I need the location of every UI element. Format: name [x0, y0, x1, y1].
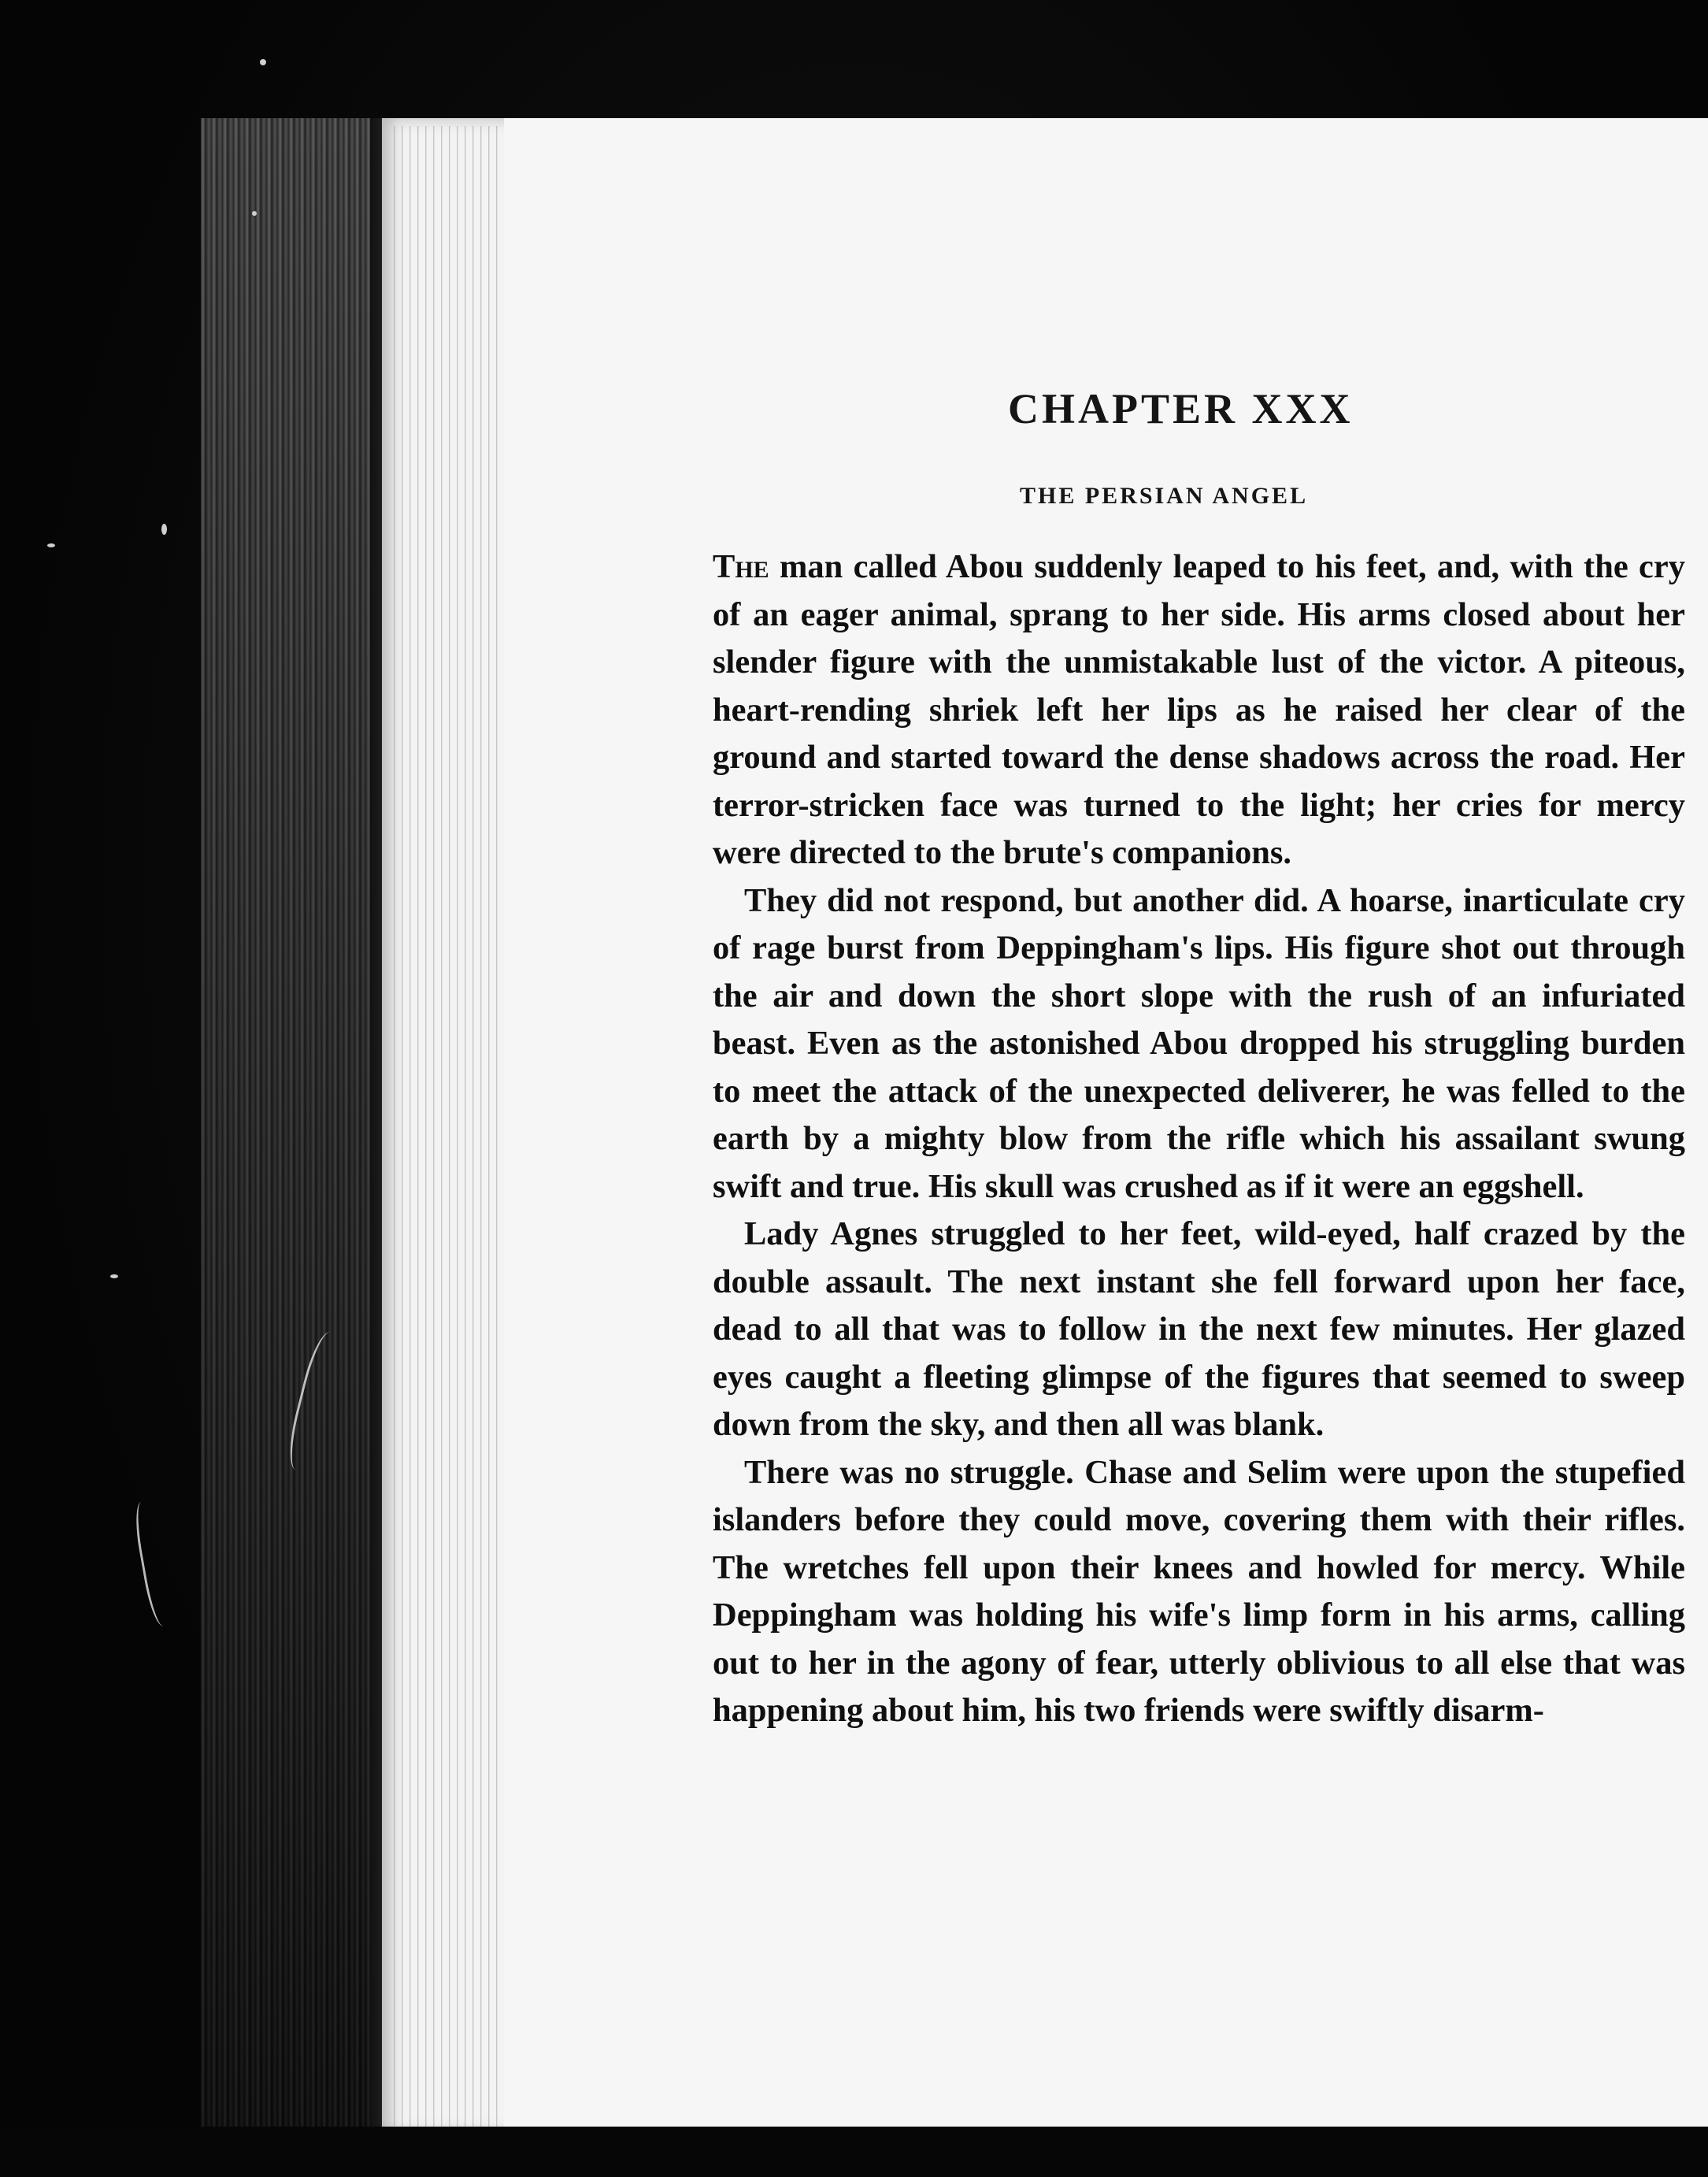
paragraph-3: Lady Agnes struggled to her feet, wild-eyed, half crazed by the double assault. The next instant she fell forward upon her face, dead to all that was to follow in the next few minutes. Her glazed eyes caught a fleeting glimpse of the figures that seemed to sweep down from the sky, and then all was blank.	[713, 1215, 1685, 1443]
dust-speck	[252, 211, 257, 216]
dust-speck	[161, 524, 167, 535]
left-page-edges	[201, 118, 382, 2134]
page-stack-lines	[394, 126, 504, 2127]
dust-speck	[47, 543, 55, 547]
dust-speck	[260, 59, 266, 65]
paragraph-4: There was no struggle. Chase and Selim were upon the stupefied islanders before they could move, covering them with their rifles. The wretches fell upon their knees and howled for mercy. While Deppingham was holding his wife's limp form in his arms, calling out to her in the agony of fear, utterly oblivious to all else that was happening about him, his two friends were swiftly disarm-	[713, 1453, 1685, 1729]
paragraph-1	[713, 543, 1685, 877]
chapter-title: CHAPTER XXX	[1008, 385, 1354, 433]
bottom-margin-dark	[0, 2127, 1708, 2177]
paragraph-2: They did not respond, but another did. A hoarse, inarticulate cry of rage burst from Deppingham's lips. His figure shot out through the air and down the short slope with the rush of an infuriated beast. Even as the astonished Abou dropped his struggling burden to meet the attack of the unexpected deliverer, he was felled to the earth by a mighty blow from the rifle which his assailant swung swift and true. His skull was crushed as if it were an eggshell.	[713, 881, 1685, 1205]
paragraph-text: man called Abou suddenly leaped to his feet, and, with the cry of an eager animal, sprang to her side. His arms closed about her slender figure with the unmistakable lust of the victor. A piteous, heart-rending shriek left her lips as he raised her clear of the ground and started toward the dense shadows across the road. Her terror-stricken face was turned to the light; her cries for mercy were directed to the brute's companions.	[713, 548, 1685, 871]
chapter-subtitle: THE PERSIAN ANGEL	[1020, 482, 1309, 509]
chapter-body	[713, 543, 1685, 1735]
drop-lead-word: The	[713, 548, 769, 585]
dust-speck	[110, 1274, 118, 1278]
